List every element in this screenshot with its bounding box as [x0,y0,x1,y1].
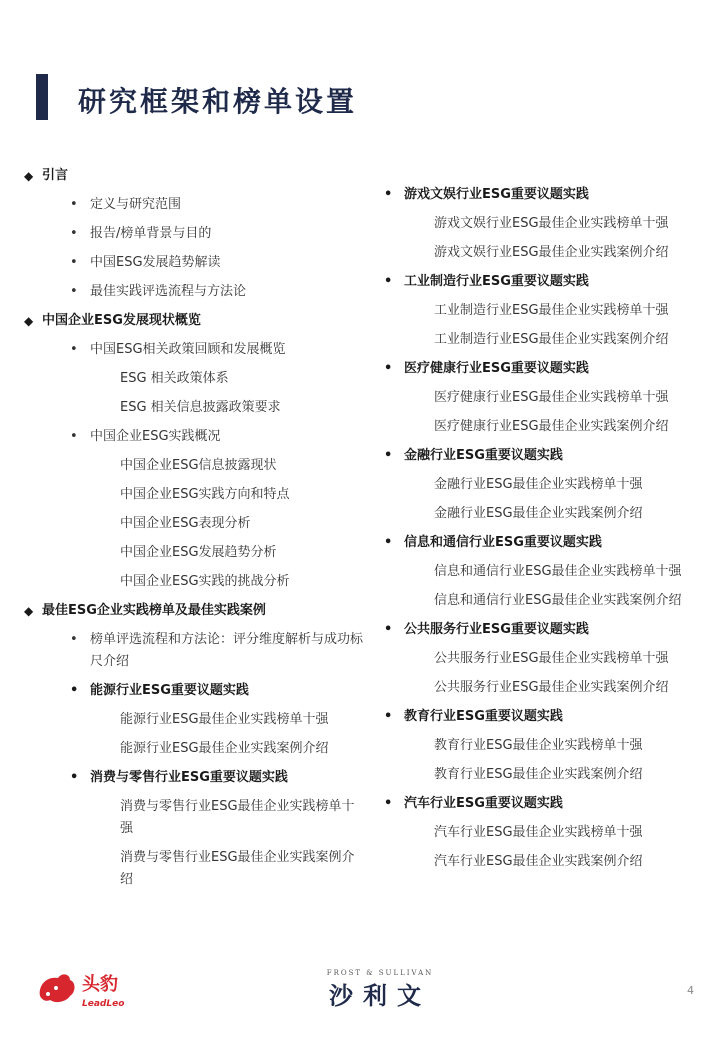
toc-entry-label: 最佳ESG企业实践榜单及最佳实践案例 [42,603,266,618]
toc-entry [24,397,364,419]
toc-entry [384,474,704,496]
page-title: 研究框架和榜单设置 [78,85,358,118]
dot-bullet-icon: • [70,255,78,270]
toc-entry [384,503,704,525]
leadleo-logo-subtext: LeadLeo [82,999,125,1009]
toc-entry [384,735,704,757]
toc-entry-label: 教育行业ESG最佳企业实践榜单十强 [434,738,643,753]
toc-entry [24,455,364,477]
toc-entry [24,709,364,731]
toc-entry-label: 公共服务行业ESG重要议题实践 [404,622,589,637]
toc-entry-label: 汽车行业ESG最佳企业实践榜单十强 [434,825,643,840]
leadleo-logo-text: 头豹 [82,974,118,995]
toc-entry-label: 游戏文娱行业ESG重要议题实践 [404,187,589,202]
toc-entry-label: 教育行业ESG最佳企业实践案例介绍 [434,767,643,782]
toc-entry-label: 中国ESG相关政策回顾和发展概览 [90,342,286,357]
toc-entry [384,532,704,554]
toc-entry [384,300,704,322]
leadleo-logo [36,966,166,1010]
toc-entry-label: 金融行业ESG最佳企业实践案例介绍 [434,506,643,521]
dot-bullet-icon: • [70,197,78,212]
dot-bullet-icon: • [384,274,393,289]
toc-entry [24,542,364,564]
toc-entry [24,600,364,622]
toc-entry-label: 消费与零售行业ESG最佳企业实践榜单十强 [120,799,355,836]
toc-entry [384,851,704,873]
dot-bullet-icon: • [70,683,79,698]
toc-entry [384,329,704,351]
toc-entry-label: 中国企业ESG实践的挑战分析 [120,574,290,589]
dot-bullet-icon: • [70,429,78,444]
toc-entry [24,194,364,216]
toc-entry-label: 中国企业ESG发展现状概览 [42,313,201,328]
toc-entry [384,648,704,670]
toc-entry [384,387,704,409]
toc-entry [384,822,704,844]
toc-entry-label: 教育行业ESG重要议题实践 [404,709,563,724]
toc-entry-label: 中国企业ESG实践方向和特点 [120,487,290,502]
toc-entry-label: 能源行业ESG最佳企业实践榜单十强 [120,712,329,727]
toc-entry [24,368,364,390]
diamond-bullet-icon: ◆ [24,604,34,618]
diamond-bullet-icon: ◆ [24,169,34,183]
toc-entry-label: 中国企业ESG表现分析 [120,516,251,531]
dot-bullet-icon: • [70,770,79,785]
toc-entry [384,242,704,264]
toc-entry-label: 中国ESG发展趋势解读 [90,255,221,270]
toc-entry-label: 信息和通信行业ESG最佳企业实践榜单十强 [434,564,682,579]
toc-entry [384,590,704,612]
toc-entry [384,764,704,786]
toc-entry [24,629,364,673]
toc-entry-label: 消费与零售行业ESG重要议题实践 [90,770,288,785]
diamond-bullet-icon: ◆ [24,314,34,328]
toc-entry-label: 中国企业ESG发展趋势分析 [120,545,277,560]
toc-entry-label: 医疗健康行业ESG重要议题实践 [404,361,589,376]
toc-entry-label: 引言 [42,168,69,183]
toc-entry-label: 游戏文娱行业ESG最佳企业实践榜单十强 [434,216,669,231]
frost-sullivan-logo-top: FROST & SULLIVAN [326,969,434,977]
toc-entry-label: 公共服务行业ESG最佳企业实践案例介绍 [434,680,669,695]
dot-bullet-icon: • [70,632,78,647]
toc-entry-label: 信息和通信行业ESG最佳企业实践案例介绍 [434,593,682,608]
toc-entry-label: ESG 相关信息披露政策要求 [120,400,281,415]
dot-bullet-icon: • [384,796,393,811]
toc-entry [24,796,364,840]
toc-entry [384,793,704,815]
toc-entry-label: 汽车行业ESG最佳企业实践案例介绍 [434,854,643,869]
frost-sullivan-logo-text: 沙利文 [329,982,431,1010]
toc-entry [24,680,364,702]
toc-entry-label: 信息和通信行业ESG重要议题实践 [404,535,602,550]
toc-entry-label: 工业制造行业ESG最佳企业实践案例介绍 [434,332,669,347]
toc-entry-label: 医疗健康行业ESG最佳企业实践榜单十强 [434,390,669,405]
toc-entry-label: 榜单评选流程和方法论：评分维度解析与成功标尺介绍 [90,632,364,669]
toc-entry [24,738,364,760]
dot-bullet-icon: • [384,622,393,637]
dot-bullet-icon: • [384,361,393,376]
dot-bullet-icon: • [70,342,78,357]
dot-bullet-icon: • [70,226,78,241]
toc-entry-label: 工业制造行业ESG重要议题实践 [404,274,589,289]
toc-entry-label: 金融行业ESG最佳企业实践榜单十强 [434,477,643,492]
toc-entry [24,484,364,506]
toc-entry-label: 公共服务行业ESG最佳企业实践榜单十强 [434,651,669,666]
toc-entry [384,619,704,641]
toc-entry-label: ESG 相关政策体系 [120,371,229,386]
page-footer [0,960,720,1020]
toc-entry [384,184,704,206]
toc-entry-label: 工业制造行业ESG最佳企业实践榜单十强 [434,303,669,318]
toc-entry [24,281,364,303]
toc-entry-label: 中国企业ESG信息披露现状 [120,458,277,473]
toc-entry [384,677,704,699]
frost-sullivan-logo [300,966,460,1010]
page-number: 4 [687,984,694,997]
toc-entry [24,426,364,448]
toc-entry [24,165,364,187]
toc-entry [24,339,364,361]
toc-entry-label: 能源行业ESG重要议题实践 [90,683,249,698]
dot-bullet-icon: • [384,535,393,550]
toc-entry [24,310,364,332]
dot-bullet-icon: • [70,284,78,299]
toc-entry [24,513,364,535]
toc-entry-label: 最佳实践评选流程与方法论 [90,284,247,299]
title-accent-bar [36,74,48,120]
toc-entry-label: 定义与研究范围 [90,197,182,212]
toc-entry-label: 能源行业ESG最佳企业实践案例介绍 [120,741,329,756]
toc-entry-label: 汽车行业ESG重要议题实践 [404,796,563,811]
toc-entry [24,223,364,245]
toc-entry-label: 报告/榜单背景与目的 [90,226,212,241]
dot-bullet-icon: • [384,187,393,202]
toc-entry-label: 医疗健康行业ESG最佳企业实践案例介绍 [434,419,669,434]
toc-entry [24,847,364,891]
toc-entry [24,571,364,593]
toc-entry [384,271,704,293]
toc-entry-label: 游戏文娱行业ESG最佳企业实践案例介绍 [434,245,669,260]
dot-bullet-icon: • [384,448,393,463]
toc-entry [384,213,704,235]
toc-entry-label: 中国企业ESG实践概况 [90,429,221,444]
toc-left-column [24,165,364,898]
toc-entry [384,416,704,438]
toc-entry [384,561,704,583]
toc-entry-label: 金融行业ESG重要议题实践 [404,448,563,463]
toc-entry [24,767,364,789]
toc-right-column [384,184,704,880]
toc-entry [384,358,704,380]
toc-entry-label: 消费与零售行业ESG最佳企业实践案例介绍 [120,850,355,887]
dot-bullet-icon: • [384,709,393,724]
toc-entry [384,445,704,467]
toc-entry [24,252,364,274]
toc-entry [384,706,704,728]
